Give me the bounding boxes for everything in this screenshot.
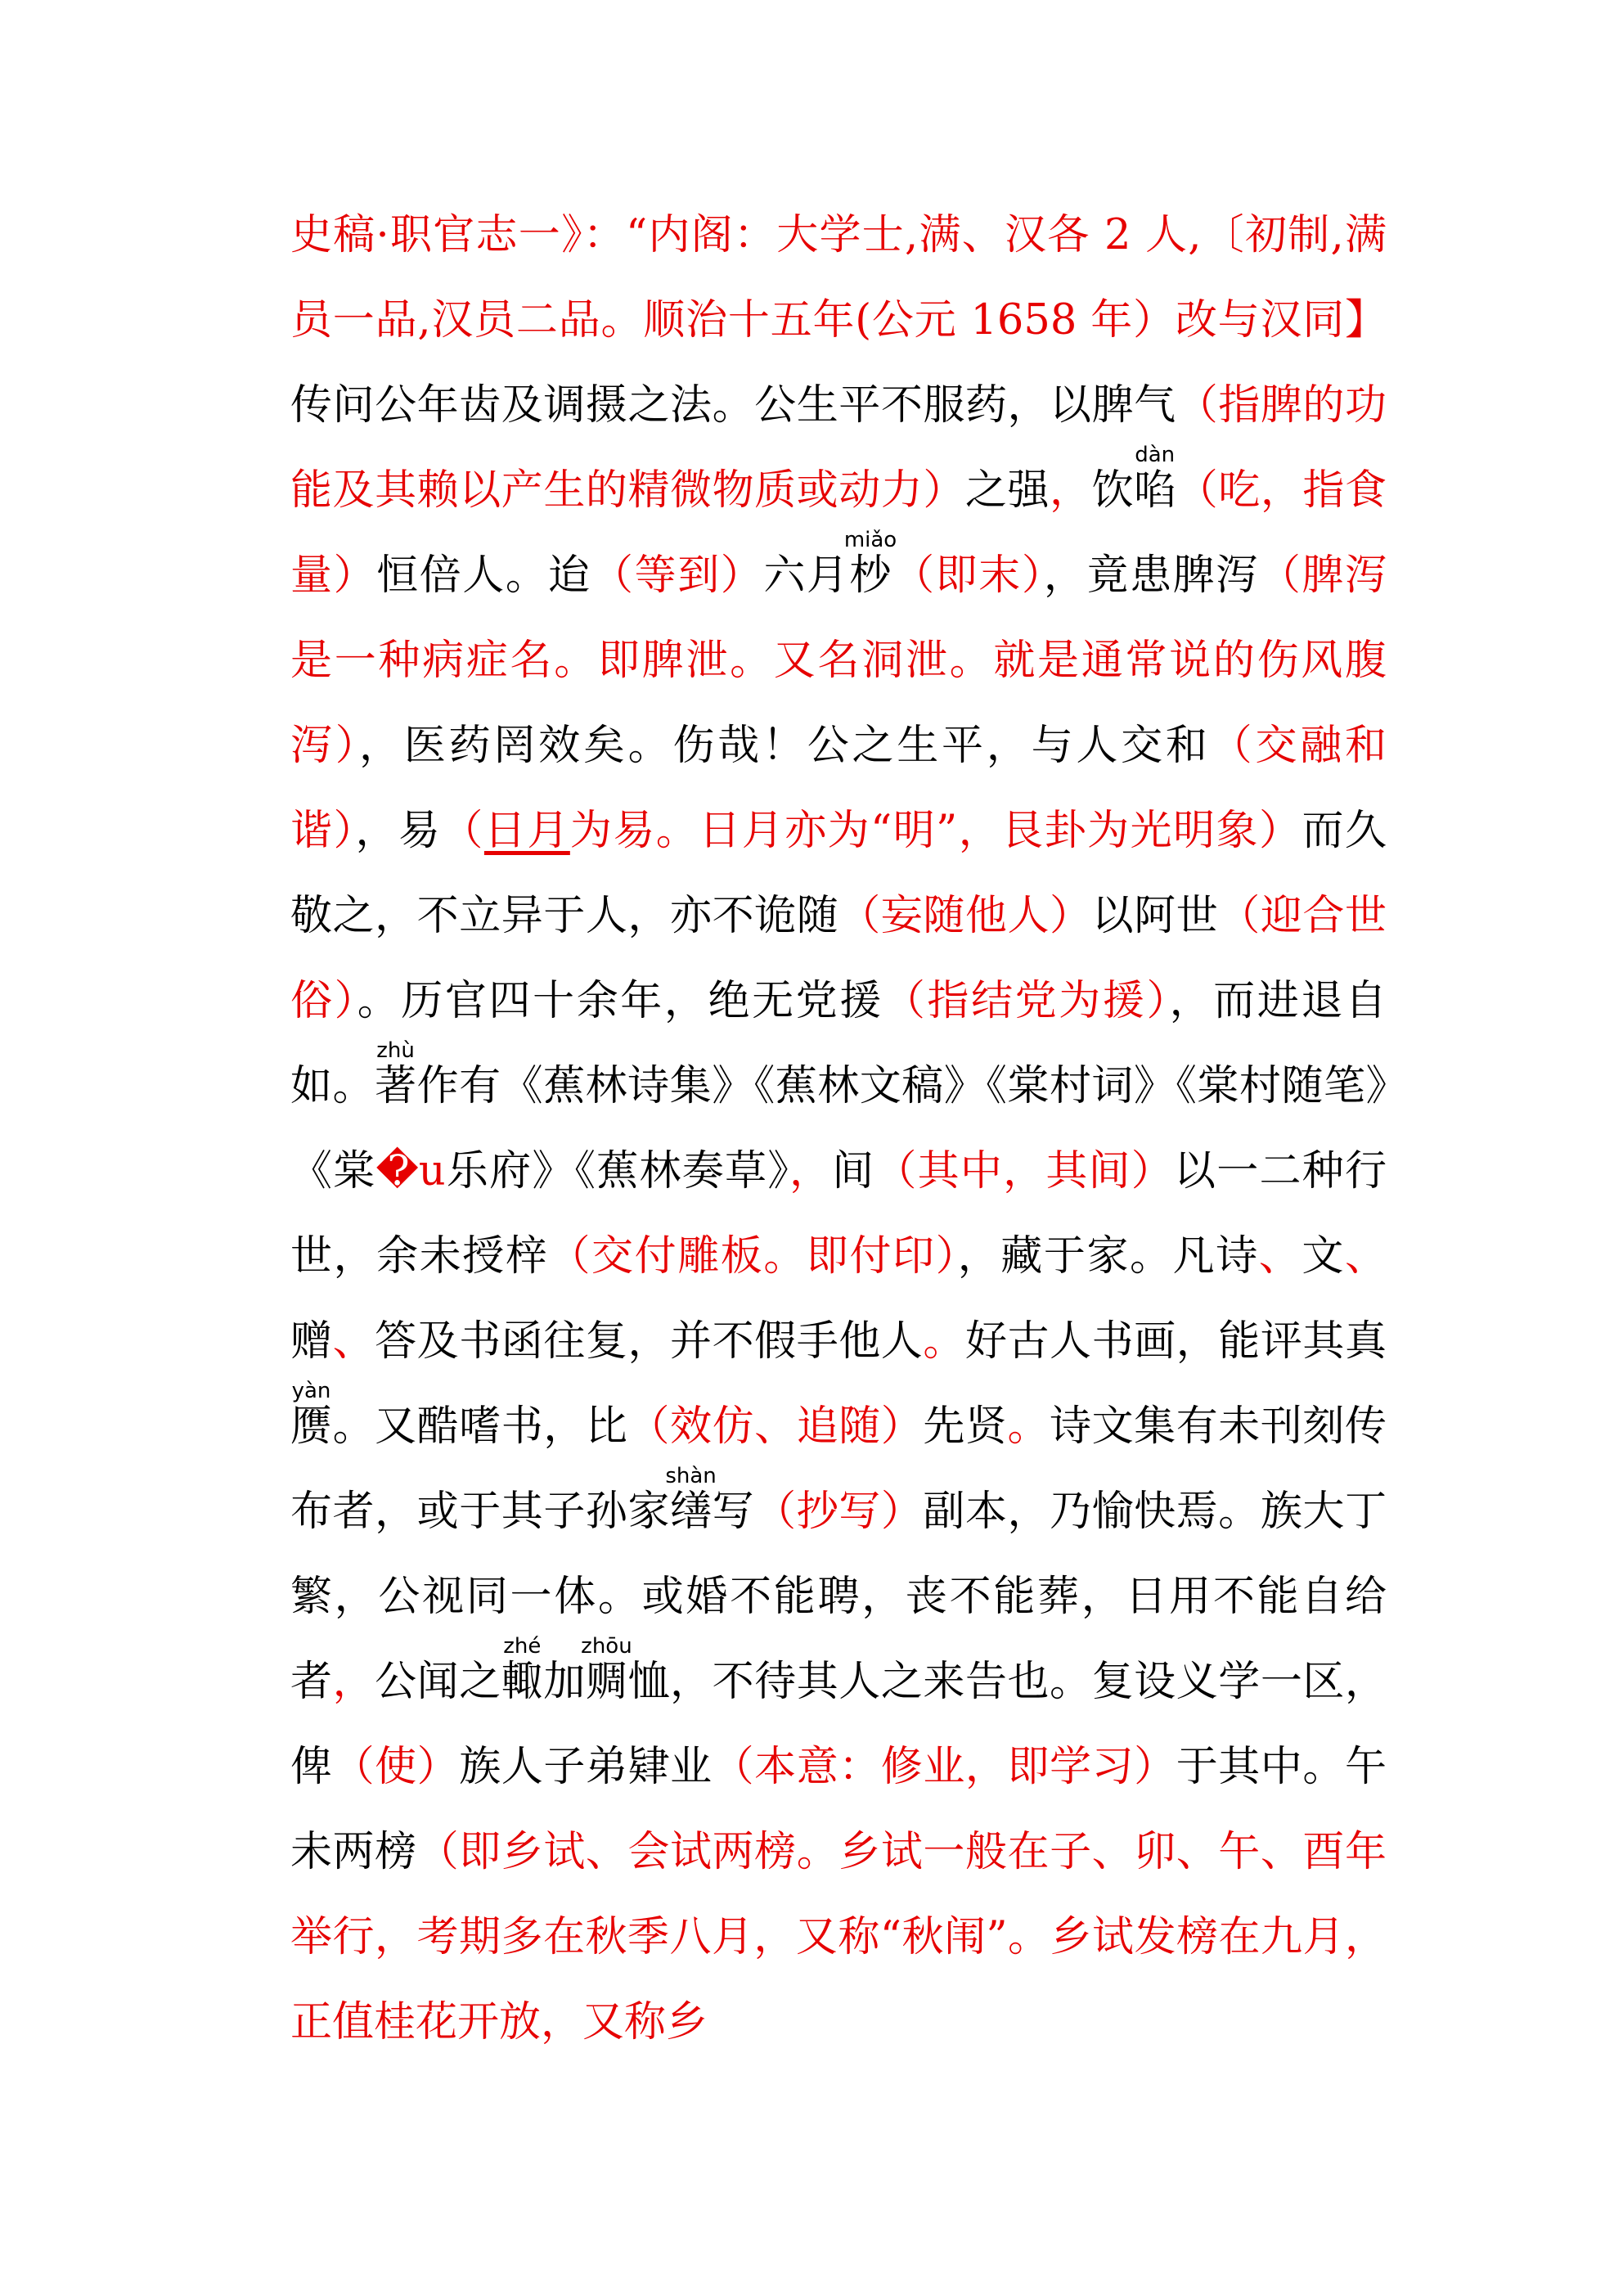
- annotation-text: ，: [1050, 466, 1092, 515]
- ruby-base: 啗: [1134, 466, 1176, 515]
- ruby-char: [581, 1634, 632, 1706]
- ruby-base: 著: [375, 1062, 417, 1110]
- body-text: ，医药罔效矣。伤哉！公之生平，与人交和: [359, 722, 1211, 770]
- body-text: 诗文集有未刊刻传布者，或于其子孙家: [290, 1402, 1387, 1536]
- body-text: 先贤: [923, 1402, 1008, 1451]
- body-text: 加: [543, 1658, 586, 1706]
- pinyin-annotation: miǎo: [843, 528, 897, 552]
- body-text: 乐府》《蕉林奏草》: [445, 1147, 789, 1195]
- annotation-text: （交融和谐）: [290, 722, 1387, 855]
- body-text: 赠: [290, 1317, 333, 1366]
- body-text: 之强: [964, 466, 1050, 515]
- body-text: ，藏于家。凡诗: [957, 1232, 1259, 1281]
- body-text: 以阿世: [1091, 892, 1219, 940]
- pinyin-annotation: zhōu: [581, 1634, 632, 1659]
- annotation-text: （脾泻是一种病症名。即脾泄。又名洞泄。就是通常说的伤风腹泻）: [290, 551, 1387, 770]
- body-text: 传问公年齿及调摄之法。公生平不服药，以脾气: [290, 381, 1176, 430]
- annotation-text: （: [441, 807, 484, 855]
- ruby-base: 杪: [843, 551, 897, 600]
- annotation-text: （使）: [332, 1743, 460, 1791]
- body-text: 作有《蕉林诗集》《蕉林文稿》《棠村词》《棠村随笔》《棠: [290, 1062, 1387, 1195]
- annotation-text: （指结党为援）: [883, 977, 1170, 1025]
- annotation-text: 、: [1344, 1232, 1387, 1281]
- body-text: 而久敬之，不立异于人，亦不诡随: [290, 807, 1387, 940]
- annotation-text: （即乡试、会试两榜。乡试一般在子、卯、午、酉年举行，考期多在秋季八月，又称“秋闱”。乡试发榜在九月，正值桂花开放，又称乡: [290, 1828, 1387, 2046]
- body-text: 恒倍人。迨: [376, 551, 592, 600]
- annotation-text: �u: [375, 1147, 446, 1195]
- body-text: 饮: [1091, 466, 1135, 515]
- body-text: 以一二种行世，余未授梓: [290, 1147, 1387, 1281]
- body-text: 公闻之: [375, 1658, 501, 1706]
- body-text: 写: [712, 1488, 755, 1536]
- annotation-text: （交付雕板。即付印）: [548, 1232, 958, 1281]
- annotation-text: （指脾的功能及其赖以产生的精微物质或动力）: [290, 381, 1387, 515]
- ruby-char: [375, 1038, 417, 1110]
- body-text: 间: [832, 1147, 875, 1195]
- pinyin-annotation: zhé: [501, 1634, 543, 1659]
- ruby-base: 輙: [501, 1658, 544, 1706]
- ruby-char: [1134, 443, 1176, 515]
- ruby-base: 赒: [581, 1658, 632, 1706]
- annotation-text: （抄写）: [754, 1488, 924, 1536]
- annotation-text: 。: [1007, 1402, 1050, 1451]
- ruby-char: [843, 528, 897, 600]
- pinyin-annotation: zhù: [375, 1038, 417, 1063]
- annotation-text: （其中，其间）: [874, 1147, 1175, 1195]
- body-text: ，易: [355, 807, 442, 855]
- annotation-text: 日月: [483, 807, 570, 855]
- pinyin-annotation: yàn: [290, 1379, 332, 1403]
- body-text: ，竟患脾泻: [1043, 551, 1259, 600]
- pinyin-annotation: shàn: [665, 1464, 717, 1488]
- body-text: 。历官四十余年，绝无党援: [357, 977, 883, 1025]
- ruby-char: [290, 1379, 333, 1451]
- body-text: 。又酷嗜书，比: [332, 1402, 628, 1451]
- annotation-text: 史稿·职官志一》：“内阁：大学士,满、汉各 2 人,〔初制,满员一品,汉员二品。顺治十五年(公元 1658 年）改与汉同】: [290, 211, 1387, 344]
- annotation-text: （妄随他人）: [838, 892, 1092, 940]
- annotation-text: 、: [1258, 1232, 1302, 1281]
- body-text: 好古人书画，能评其真: [964, 1317, 1387, 1366]
- annotation-text: 。: [923, 1317, 965, 1366]
- body-text: 文: [1302, 1232, 1345, 1281]
- annotation-text: （效仿、追随）: [627, 1402, 924, 1451]
- ruby-base: 缮: [665, 1488, 717, 1536]
- ruby-char: [665, 1464, 717, 1536]
- body-text: 答及书函往复，并不假手他人: [375, 1317, 924, 1366]
- annotation-text: （迎合世俗）: [290, 892, 1387, 1025]
- body-text: 恤，不待其人之来告也。复设义学一区，俾: [290, 1658, 1387, 1791]
- body-text: 族人子弟肄业: [459, 1743, 713, 1791]
- ruby-base: 赝: [290, 1402, 333, 1451]
- annotation-text: ，: [789, 1147, 833, 1195]
- annotation-text: （吃，指食量）: [290, 466, 1387, 600]
- annotation-text: （即末）: [891, 551, 1044, 600]
- annotation-text: （本意：修业，即学习）: [712, 1743, 1176, 1791]
- body-text: ，而进退自如。: [290, 977, 1387, 1110]
- document-body: [290, 193, 1387, 2065]
- annotation-text: 为易。日月亦为“明”，艮卦为光明象）: [569, 807, 1302, 855]
- body-text: 于其中。午未两榜: [290, 1743, 1387, 1876]
- body-text: 六月: [763, 551, 850, 600]
- annotation-text: （等到）: [591, 551, 764, 600]
- ruby-char: [501, 1634, 544, 1706]
- annotation-text: 、: [332, 1317, 375, 1366]
- body-text: 副本，乃愉快焉。族大丁繁，公视同一体。或婚不能聘，丧不能葬，日用不能自给者: [290, 1488, 1387, 1706]
- pinyin-annotation: dàn: [1134, 443, 1176, 467]
- annotation-text: ，: [332, 1658, 375, 1706]
